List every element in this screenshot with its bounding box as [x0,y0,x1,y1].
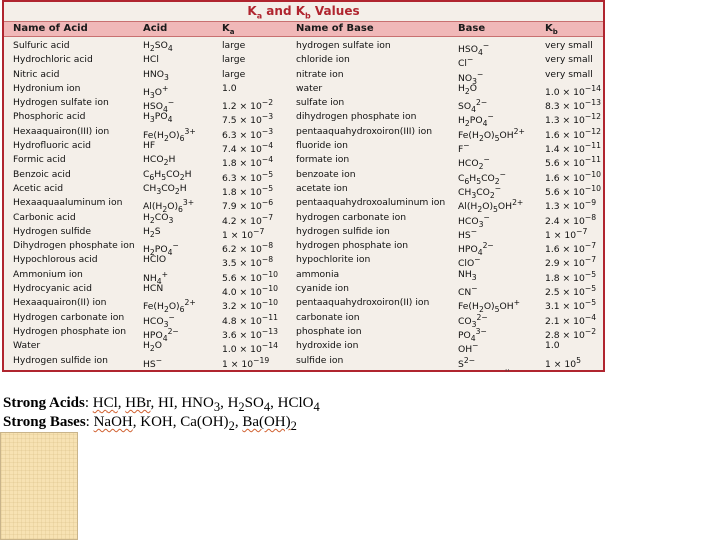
cell-acid: $H_2O$ [143,340,163,354]
cell-kb: $1.3 \times 10^{-12}$ [545,112,602,127]
cell-acid-name: Benzoic acid [13,168,71,180]
cell-acid: $C_6H_5CO_2H$ [143,168,192,182]
cell-base-name: pentaaquahydroxoaluminum ion [296,197,446,209]
cell-acid: HClO [143,254,167,266]
cell-ka: $1.2 \times 10^{-2}$ [222,98,274,113]
header-acid: Acid [143,23,168,34]
cell-acid: HF [143,140,156,152]
cell-base-name: phosphate ion [296,325,362,337]
cell-kb: $1 \times 10^5$ [545,355,581,370]
cell-base-name: hydroxide ion [296,340,359,352]
cell-acid-name: Hydronium ion [13,82,81,94]
cell-kb: $2.4 \times 10^{-8}$ [545,212,597,227]
cell-ka: $1.0 \times 10^{-14}$ [222,341,279,356]
base-baoh2: $Ba(OH)_2$ [242,414,297,433]
cell-acid: HS− [143,355,163,370]
header-acid-name: Name of Acid [13,23,88,34]
table-row [4,82,603,100]
cell-acid: $H_3PO_4$ [143,111,173,125]
cell-acid-name: Dihydrogen phosphate ion [13,240,135,252]
table-row [4,168,603,186]
cell-base: OH− [458,341,479,356]
cell-ka: $3.6 \times 10^{-13}$ [222,326,279,341]
cell-ka: $7.5 \times 10^{-3}$ [222,112,274,127]
base-naoh: NaOH [93,414,133,430]
cell-acid: $CH_3CO_2H$ [143,182,187,196]
table-row [4,125,603,143]
cell-acid-name: Hexaaquairon(III) ion [13,125,110,137]
cell-kb: $1.0 \times 10^{-14}$ [545,83,602,98]
cell-acid-name: Hydrofluoric acid [13,140,91,152]
table-body [4,39,603,368]
table-row [4,96,603,115]
table-row [4,325,603,343]
header-kb: $K_b$ [545,23,558,36]
cell-ka: $1.8 \times 10^{-4}$ [222,155,274,170]
table-row [4,196,603,215]
cell-kb: 1.0 [545,340,560,352]
cell-kb: $1.3 \times 10^{-9}$ [545,198,597,213]
table-row [4,253,603,270]
cell-acid: $H_2PO_4^-$ [143,241,179,258]
cell-acid-name: Nitric acid [13,68,60,80]
cell-kb: $2.9 \times 10^{-7}$ [545,255,597,270]
cell-kb: $1 \times 10^{-7}$ [545,226,588,241]
cell-ka: $6.3 \times 10^{-3}$ [222,126,274,141]
cell-acid: $Al(H_2O)_6^{3+}$ [143,198,195,215]
table-row [4,53,603,70]
cell-base: $HPO_4^{2-}$ [458,241,494,258]
cell-kb: $1.8 \times 10^{-5}$ [545,269,597,284]
cell-base: $CH_3CO_2^-$ [458,183,502,200]
cell-kb: $1.6 \times 10^{-10}$ [545,169,602,184]
cell-base: $CO_3^{2-}$ [458,312,488,329]
table-row [4,182,603,200]
cell-kb: $2.1 \times 10^{-4}$ [545,312,597,327]
cell-acid-name: Hydrogen carbonate ion [13,311,125,323]
cell-kb: $1.6 \times 10^{-12}$ [545,126,602,141]
cell-ka: $3.5 \times 10^{-8}$ [222,255,274,270]
cell-acid: $HCO_3^-$ [143,312,175,329]
cell-base: $Fe(H_2O)_5OH^{2+}$ [458,126,525,143]
cell-acid: $HPO_4^{2-}$ [143,326,179,343]
cell-acid: HCN [143,283,164,295]
stray-mark: '' [505,368,510,377]
cell-ka: $4.0 \times 10^{-10}$ [222,284,279,299]
cell-acid-name: Hydrogen sulfide ion [13,354,108,366]
cell-base-name: carbonate ion [296,311,360,323]
table-row [4,268,603,286]
cell-base-name: cyanide ion [296,283,349,295]
cell-kb: $5.6 \times 10^{-11}$ [545,155,602,170]
cell-ka: $3.2 \times 10^{-10}$ [222,298,279,313]
cell-kb: $5.6 \times 10^{-10}$ [545,183,602,199]
cell-kb: $1.4 \times 10^{-11}$ [545,141,602,156]
cell-base-name: sulfate ion [296,97,345,109]
table-row [4,110,603,129]
cell-ka: $7.9 \times 10^{-6}$ [222,198,274,213]
cell-base: $SO_4^{2-}$ [458,98,488,115]
cell-base: $Fe(H_2O)_5OH^+$ [458,298,521,315]
acid-hi: HI [158,395,174,411]
cell-base-name: benzoate ion [296,168,356,180]
table-row [4,211,603,229]
base-koh: KOH [140,414,173,430]
cell-base-name: hydrogen phosphate ion [296,240,409,252]
cell-base: $S^{2-}$ [458,355,476,370]
strong-acids-label: Strong Acids [3,395,85,411]
cell-base: $Al(H_2O)_5OH^{2+}$ [458,198,524,215]
cell-base-name: water [296,82,323,94]
cell-base-name: hydrogen sulfate ion [296,40,391,51]
cell-ka: large [222,68,246,80]
strong-acids-line: Strong Acids: HCl, HBr, HI, $HNO_3$, $H_2SO_4$, HClO$_4$ [3,395,320,414]
cell-kb: very small [545,68,593,80]
table-row [4,39,603,57]
cell-base-name: pentaaquahydroxoiron(II) ion [296,297,430,309]
cell-kb: very small [545,54,593,66]
acid-hcl: HCl [92,395,118,411]
table-row [4,225,603,239]
cell-base: $H_2O$ [458,82,478,96]
cell-base-name: ammonia [296,268,340,280]
table-row [4,153,603,172]
cell-base: $PO_4^{3-}$ [458,326,487,343]
cell-base: Cl− [458,55,474,70]
textured-swatch [0,432,78,540]
table-row [4,139,603,156]
cell-acid-name: Hexaaquaaluminum ion [13,197,123,209]
table-row [4,282,603,299]
table-row [4,339,603,356]
cell-acid: $HSO_4^-$ [143,98,175,115]
cell-acid-name: Formic acid [13,154,66,166]
cell-acid: $H_2S$ [143,225,161,239]
cell-acid-name: Phosphoric acid [13,111,86,123]
strong-bases-line: Strong Bases: NaOH, KOH, $Ca(OH)_2$, $Ba(OH)_2$ [3,414,297,433]
table-row [4,296,603,315]
cell-acid-name: Hydrogen phosphate ion [13,325,127,337]
cell-acid-name: Acetic acid [13,182,64,194]
cell-ka: $5.6 \times 10^{-10}$ [222,269,279,284]
cell-ka: $4.8 \times 10^{-11}$ [222,312,279,327]
cell-ka: $1 \times 10^{-7}$ [222,226,265,241]
cell-base: $HSO_4^-$ [458,41,490,57]
cell-ka: 1.0 [222,82,237,94]
cell-acid: HCl [143,54,159,66]
cell-acid-name: Hydrogen sulfate ion [13,97,109,109]
table-row [4,311,603,329]
cell-acid-name: Hexaaquairon(II) ion [13,297,107,309]
cell-acid-name: Carbonic acid [13,211,76,223]
cell-base: HS− [458,226,478,241]
ka-kb-table [2,0,605,372]
cell-base-name: pentaaquahydroxoiron(III) ion [296,125,433,137]
cell-ka: $7.4 \times 10^{-4}$ [222,141,274,156]
cell-acid-name: Hydrochloric acid [13,54,93,66]
cell-base-name: nitrate ion [296,68,344,80]
cell-base-name: sulfide ion [296,354,344,366]
cell-base: $H_2PO_4^-$ [458,112,494,129]
cell-kb: very small [545,40,593,51]
cell-base-name: fluoride ion [296,140,348,152]
cell-base-name: dihydrogen phosphate ion [296,111,417,123]
cell-acid: $H_3O^+$ [143,83,169,100]
cell-acid-name: Hydrogen sulfide [13,225,92,237]
acid-hbr: HBr [125,395,151,411]
cell-kb: $3.1 \times 10^{-5}$ [545,298,597,313]
cell-base-name: hydrogen sulfide ion [296,225,390,237]
cell-ka: $4.2 \times 10^{-7}$ [222,212,274,227]
cell-base: $HCO_3^-$ [458,212,490,229]
cell-acid: $NH_4^+$ [143,269,169,286]
cell-acid-name: Hypochlorous acid [13,254,98,266]
cell-base: $HCO_2^-$ [458,155,490,172]
cell-base-name: formate ion [296,154,350,166]
cell-acid-name: Water [13,340,41,352]
cell-acid-name: Ammonium ion [13,268,83,280]
header-base-name: Name of Base [296,23,374,34]
header-ka: $K_a$ [222,23,235,36]
cell-acid-name: Hydrocyanic acid [13,283,92,295]
cell-ka: $6.2 \times 10^{-8}$ [222,241,274,256]
cell-kb: $2.5 \times 10^{-5}$ [545,284,597,299]
cell-kb: $8.3 \times 10^{-13}$ [545,98,602,113]
cell-base-name: hydrogen carbonate ion [296,211,407,223]
cell-ka: large [222,40,246,51]
cell-acid: $Fe(H_2O)_6^{2+}$ [143,298,196,315]
header-base: Base [458,23,486,34]
cell-kb: $2.8 \times 10^{-2}$ [545,326,597,341]
table-header-row [4,21,603,37]
table-row [4,354,603,368]
cell-base: $C_6H_5CO_2^-$ [458,169,507,186]
table-row [4,239,603,258]
cell-kb: $1.6 \times 10^{-7}$ [545,241,597,256]
cell-base: ClO− [458,255,481,270]
cell-base: $NH_3$ [458,268,477,282]
acid-hclo4: HClO$_4$ [277,395,320,414]
cell-acid: $H_2SO_4$ [143,40,173,53]
cell-base: $NO_3^-$ [458,69,484,86]
table-title: $K_a$ and $K_b$ Values [247,4,360,21]
cell-acid: $Fe(H_2O)_6^{3+}$ [143,126,196,143]
acid-hno3: $HNO_3$ [181,395,221,414]
cell-base-name: acetate ion [296,182,348,194]
cell-base: CN− [458,284,478,299]
cell-base-name: hypochlorite ion [296,254,371,266]
cell-ka: $6.3 \times 10^{-5}$ [222,169,274,184]
strong-bases-label: Strong Bases [3,414,86,430]
cell-ka: large [222,54,246,66]
cell-acid: $H_2CO_3$ [143,211,174,225]
base-caoh2: $Ca(OH)_2$ [180,414,235,433]
cell-ka: $1.8 \times 10^{-5}$ [222,183,274,199]
cell-acid-name: Sulfuric acid [13,40,70,51]
table-row [4,68,603,86]
cell-acid: $HCO_2H$ [143,154,176,168]
acid-h2so4: $H_2SO_4$ [227,395,271,414]
cell-acid: $HNO_3$ [143,68,169,82]
cell-ka: $1 \times 10^{-19}$ [222,355,270,370]
cell-base: F− [458,141,470,156]
cell-base-name: chloride ion [296,54,350,66]
